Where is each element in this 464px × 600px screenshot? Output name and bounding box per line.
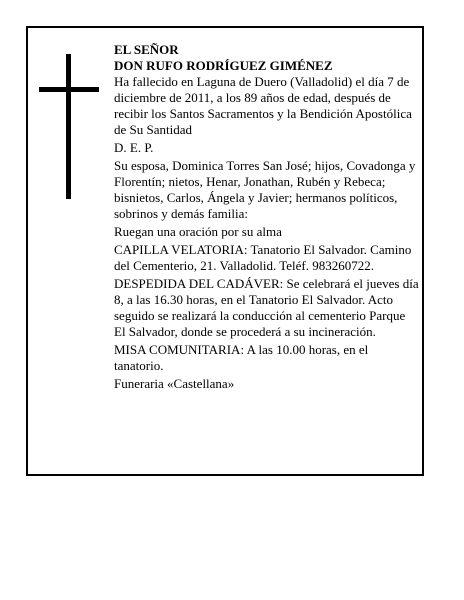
funeral-home: Funeraria «Castellana» <box>114 376 235 391</box>
family-list: Su esposa, Dominica Torres San José; hijos, Covadonga y Florentín; nietos, Henar, Jonathan, Rubén y Rebeca; bisnietos, Carlos, Ángela y Javier; hermanos políticos, sobrinos y demás familia: <box>114 158 416 221</box>
obituary-notice <box>26 26 424 476</box>
obituary-text <box>114 42 420 394</box>
cross-icon <box>39 54 99 199</box>
death-announcement: Ha fallecido en Laguna de Duero (Valladolid) el día 7 de diciembre de 2011, a los 89 años de edad, después de recibir los Santos Sacramentos y la Bendición Apostólica de Su Santidad <box>114 74 412 137</box>
cross-horizontal-bar <box>39 87 99 92</box>
wake-chapel-info: CAPILLA VELATORIA: Tanatorio El Salvador. Camino del Cementerio, 21. Valladolid. Teléf. 983260722. <box>114 242 412 273</box>
cross-vertical-bar <box>66 54 71 199</box>
rip-line: D. E. P. <box>114 140 154 155</box>
farewell-info: DESPEDIDA DEL CADÁVER: Se celebrará el jueves día 8, a las 16.30 horas, en el Tanatorio El Salvador. Acto seguido se realizará la conducción al cementerio Parque El Salvador, donde se procederá a su incineración. <box>114 276 419 339</box>
title-honorific: EL SEÑOR <box>114 42 179 57</box>
prayer-request: Ruegan una oración por su alma <box>114 224 282 239</box>
mass-info: MISA COMUNITARIA: A las 10.00 horas, en el tanatorio. <box>114 342 369 373</box>
deceased-name: DON RUFO RODRÍGUEZ GIMÉNEZ <box>114 58 333 73</box>
